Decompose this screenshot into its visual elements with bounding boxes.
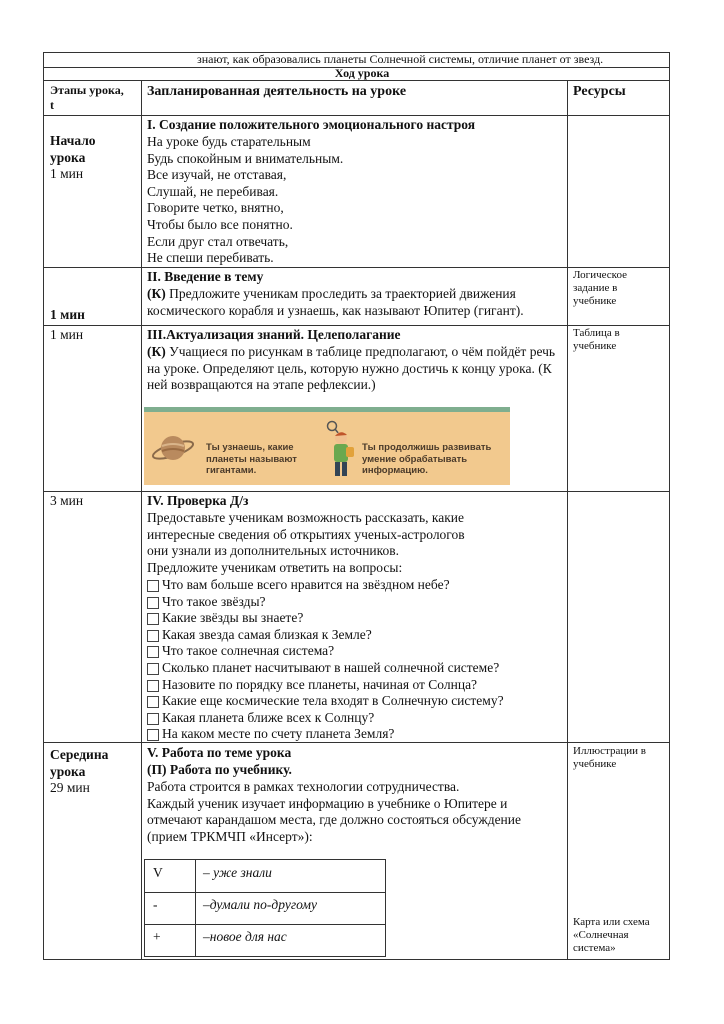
saturn-icon — [150, 426, 196, 470]
description-line: (прием ТРКМЧП «Инсерт»): — [147, 828, 313, 844]
question-text: Какая планета ближе всех к Солнцу? — [162, 709, 375, 725]
checkbox-icon — [147, 713, 159, 725]
row-text — [147, 286, 559, 319]
row-heading: I. Создание положительного эмоционального настроя — [147, 117, 476, 132]
row-heading: II. Введение в тему — [147, 269, 264, 284]
question-item — [147, 594, 504, 611]
stage-time: 3 мин — [50, 493, 84, 508]
stage-time: 1 мин — [50, 166, 84, 181]
textbook-banner — [144, 407, 510, 485]
intro-line: Предложите ученикам ответить на вопросы: — [147, 559, 403, 575]
insert-sign: + — [153, 929, 161, 944]
question-item — [147, 726, 504, 743]
rule — [43, 325, 670, 326]
activity-marker: (К) — [147, 286, 166, 301]
work-description — [147, 779, 521, 845]
resource: Таблица в учебнике — [573, 327, 620, 352]
question-item — [147, 610, 504, 627]
description-line: Работа строится в рамках технологии сотрудничества. — [147, 779, 460, 794]
intro-line: интересные сведения об открытиях ученых-астрологов — [147, 526, 465, 542]
poem-line: Слушай, не перебивая. — [147, 183, 279, 199]
activity-text: Предложите ученикам проследить за траекторией движения космического корабля и узнаешь, как называют Юпитер (гигант). — [147, 286, 524, 318]
checkbox-icon — [147, 696, 159, 708]
checkbox-icon — [147, 613, 159, 625]
stage-title: Начало урока — [50, 133, 96, 165]
poem-line: Не спеши перебивать. — [147, 250, 274, 266]
insert-meaning: – уже знали — [203, 865, 272, 880]
question-text: Что вам больше всего нравится на звёздном небе? — [162, 577, 450, 592]
poem-line: Чтобы было все понятно. — [147, 216, 293, 232]
description-line: Каждый ученик изучает информацию в учебнике о Юпитере и — [147, 795, 508, 811]
intro-line: они узнали из дополнительных источников. — [147, 543, 400, 559]
checkbox-icon — [147, 663, 159, 675]
resource: Иллюстрации в учебнике — [573, 745, 646, 770]
row-text — [147, 344, 559, 394]
rule — [141, 80, 142, 960]
poem-line: Говорите четко, внятно, — [147, 200, 284, 216]
row-heading: III.Актуализация знаний. Целеполагание — [147, 327, 401, 342]
resource: Логическое задание в учебнике — [573, 269, 627, 307]
stage-time: 29 мин — [50, 780, 90, 795]
question-text: Что такое звёзды? — [162, 593, 266, 609]
question-item — [147, 660, 504, 677]
banner-text-left: Ты узнаешь, какие планеты называют гигантами. — [206, 442, 297, 476]
activity-marker: (К) — [147, 344, 166, 359]
rule — [145, 924, 385, 925]
question-text: Сколько планет насчитывают в нашей солнечной системе? — [162, 659, 500, 675]
section-title: Ход урока — [334, 66, 390, 80]
question-item — [147, 710, 504, 727]
top-note: знают, как образовались планеты Солнечной системы, отличие планет от звезд. — [197, 52, 604, 66]
insert-table — [144, 859, 386, 957]
poem — [147, 134, 343, 267]
rule — [43, 115, 670, 116]
rule — [43, 52, 44, 960]
header-stage: Этапы урока, t — [50, 83, 124, 112]
question-list — [147, 577, 504, 743]
homework-intro — [147, 510, 465, 576]
rule — [43, 491, 670, 492]
stage-time: 1 мин — [50, 307, 85, 322]
poem-line: Если друг стал отвечать, — [147, 233, 289, 249]
question-text: Какие звёзды вы знаете? — [162, 610, 304, 626]
insert-meaning: –новое для нас — [203, 929, 287, 944]
checkbox-icon — [147, 729, 159, 741]
rule — [43, 267, 670, 268]
question-item — [147, 627, 504, 644]
header-resources: Ресурсы — [573, 84, 626, 99]
rule — [43, 959, 670, 960]
question-item — [147, 577, 504, 594]
insert-meaning: –думали по-другому — [203, 897, 317, 912]
checkbox-icon — [147, 597, 159, 609]
question-text: Какая звезда самая близкая к Земле? — [162, 626, 372, 642]
rule — [567, 80, 568, 960]
checkbox-icon — [147, 680, 159, 692]
banner-text-right: Ты продолжишь развивать умение обрабатывать информацию. — [362, 442, 492, 476]
checkbox-icon — [147, 580, 159, 592]
resource: Карта или схема «Солнечная система» — [573, 916, 650, 954]
rule — [43, 80, 670, 81]
header-activity: Запланированная деятельность на уроке — [147, 84, 407, 99]
rule — [669, 52, 670, 960]
rule — [195, 860, 196, 956]
rule — [145, 892, 385, 893]
student-icon — [320, 420, 356, 484]
insert-sign: - — [153, 897, 158, 912]
checkbox-icon — [147, 646, 159, 658]
poem-line: На уроке будь старательным — [147, 134, 311, 149]
intro-line: Предоставьте ученикам возможность рассказать, какие — [147, 510, 465, 525]
stage-time: 1 мин — [50, 327, 84, 342]
stage-title: Середина урока — [50, 747, 109, 779]
row-heading: V. Работа по теме урока — [147, 745, 292, 760]
question-item — [147, 643, 504, 660]
poem-line: Все изучай, не отставая, — [147, 167, 287, 183]
checkbox-icon — [147, 630, 159, 642]
question-text: Назовите по порядку все планеты, начиная от Солнца? — [162, 676, 478, 692]
question-text: Что такое солнечная система? — [162, 643, 335, 659]
question-text: На каком месте по счету планета Земля? — [162, 726, 395, 742]
activity-text: Учащиеся по рисункам в таблице предполагают, о чём пойдёт речь на уроке. Определяют цель, которую нужно достичь к концу урока. (К ней возвращаются на этапе рефлексии.) — [147, 344, 556, 392]
question-text: Какие еще космические тела входят в Солнечную систему? — [162, 693, 504, 709]
question-item — [147, 693, 504, 710]
insert-sign: V — [153, 865, 163, 880]
row-subheading: (П) Работа по учебнику. — [147, 762, 292, 777]
row-heading: IV. Проверка Д/з — [147, 493, 249, 508]
description-line: отмечают карандашом места, где должно состояться обсуждение — [147, 812, 521, 828]
question-item — [147, 677, 504, 694]
poem-line: Будь спокойным и внимательным. — [147, 150, 344, 166]
